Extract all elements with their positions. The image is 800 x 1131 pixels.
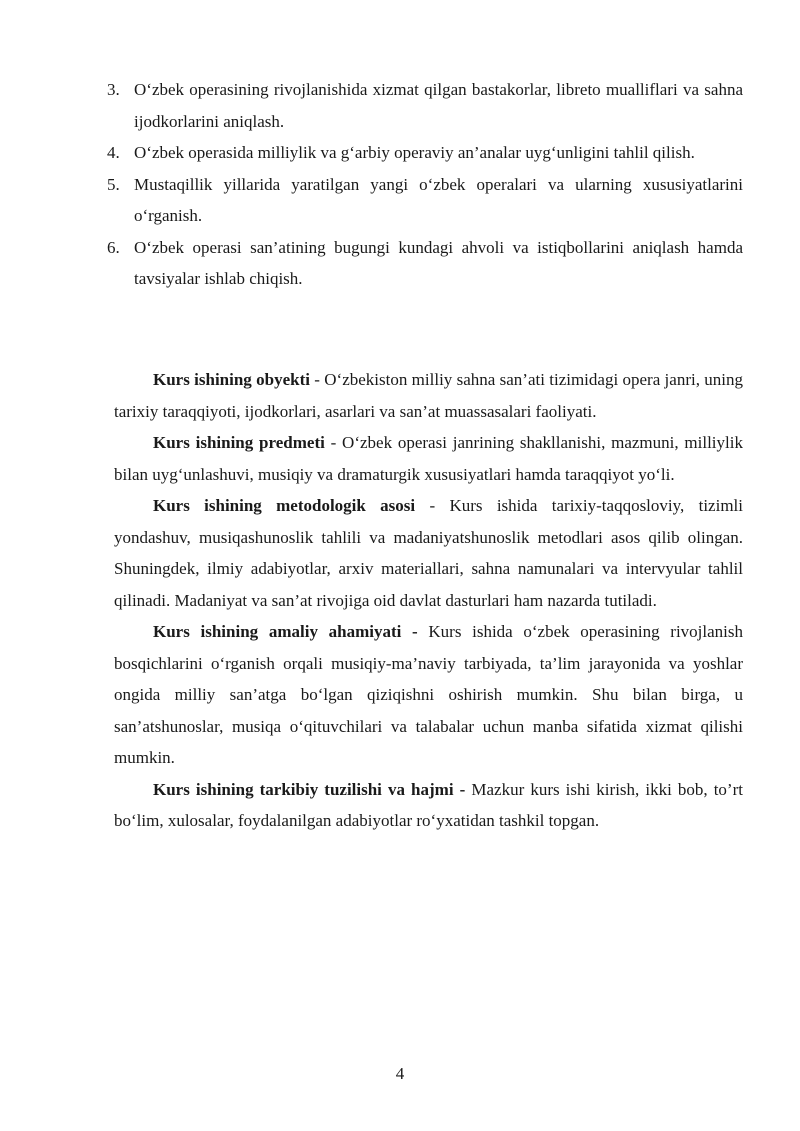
list-item-text: O‘zbek operasi san’atining bugungi kundagi ahvoli va istiqbollarini aniqlash hamda tavsiyalar ishlab chiqish. [134,237,743,288]
paragraph-text: Kurs ishida tarixiy-taqqosloviy, tizimli yondashuv, musiqashunoslik tahlili va madaniyatshunoslik metodlari asos qilib olingan. Shuningdek, ilmiy adabiyotlar, arxiv materiallari, sahna namunalari va intervyular tahlil qilinadi. Madaniyat va san’at rivojiga oid davlat dasturlari ham nazarda tutiladi. [114,496,743,610]
paragraph-term: Kurs ishining predmeti [153,433,325,452]
paragraph-term: Kurs ishining obyekti [153,370,310,389]
list-item [107,232,743,295]
paragraph-separator: - [324,433,343,452]
paragraph-text: Kurs ishida o‘zbek operasining rivojlanish bosqichlarini o‘rganish orqali musiqiy-ma’naviy tarbiyada, ta’lim jarayonida va yoshlar ongida milliy san’atga bo‘lgan qiziqishni oshirish mumkin. Shu bilan birga, u san’atshunoslar, musiqa o‘qituvchilari va talabalar uchun manba sifatida xizmat qilishi mumkin. [114,622,744,767]
list-item [107,74,743,137]
paragraph-subject [114,427,743,490]
paragraph-methodology [114,490,743,616]
objectives-list [107,74,743,295]
list-item-text: O‘zbek operasida milliylik va g‘arbiy operaviy an’analar uyg‘unligini tahlil qilish. [134,143,695,162]
page-number: 4 [395,1064,405,1083]
list-item-number: 3. [107,80,120,99]
paragraph-text: Mazkur kurs ishi kirish, ikki bob, to’rt bo‘lim, xulosalar, foydalanilgan adabiyotlar ro‘yxatidan tashkil topgan. [114,779,743,830]
paragraph-term: Kurs ishining metodologik asosi [153,496,416,515]
paragraph-separator: - [415,496,450,515]
paragraph-separator [418,622,429,641]
list-item-text: Mustaqillik yillarida yaratilgan yangi o‘zbek operalari va ularning xususiyatlarini o‘rganish. [134,174,743,225]
list-item [107,169,743,232]
paragraph-separator: - [309,370,325,389]
paragraph-practical-significance [114,616,743,774]
list-item-number: 5. [107,174,120,194]
paragraph-structure [114,774,743,837]
paragraph-text: O‘zbekiston milliy sahna san’ati tizimidagi opera janri, uning tarixiy taraqqiyoti, ijodkorlari, asarlari va san’at muassasalari faoliyati. [114,370,743,421]
list-item-number: 6. [107,237,120,257]
paragraph-term: Kurs ishining amaliy ahamiyati - [153,622,418,641]
paragraph-term: Kurs ishining tarkibiy tuzilishi va hajmi - [153,779,466,799]
body-text [114,364,743,837]
paragraph-text: O‘zbek operasi janrining shakllanishi, mazmuni, milliylik bilan uyg‘unlashuvi, musiqiy va dramaturgik xususiyatlari hamda taraqqiyot yo‘li. [114,433,743,484]
list-item [107,137,743,169]
list-item-text: O‘zbek operasining rivojlanishida xizmat qilgan bastakorlar, libreto mualliflari va sahna ijodkorlarini aniqlash. [134,80,743,131]
list-item-number: 4. [107,143,120,162]
paragraph-object [114,364,743,427]
